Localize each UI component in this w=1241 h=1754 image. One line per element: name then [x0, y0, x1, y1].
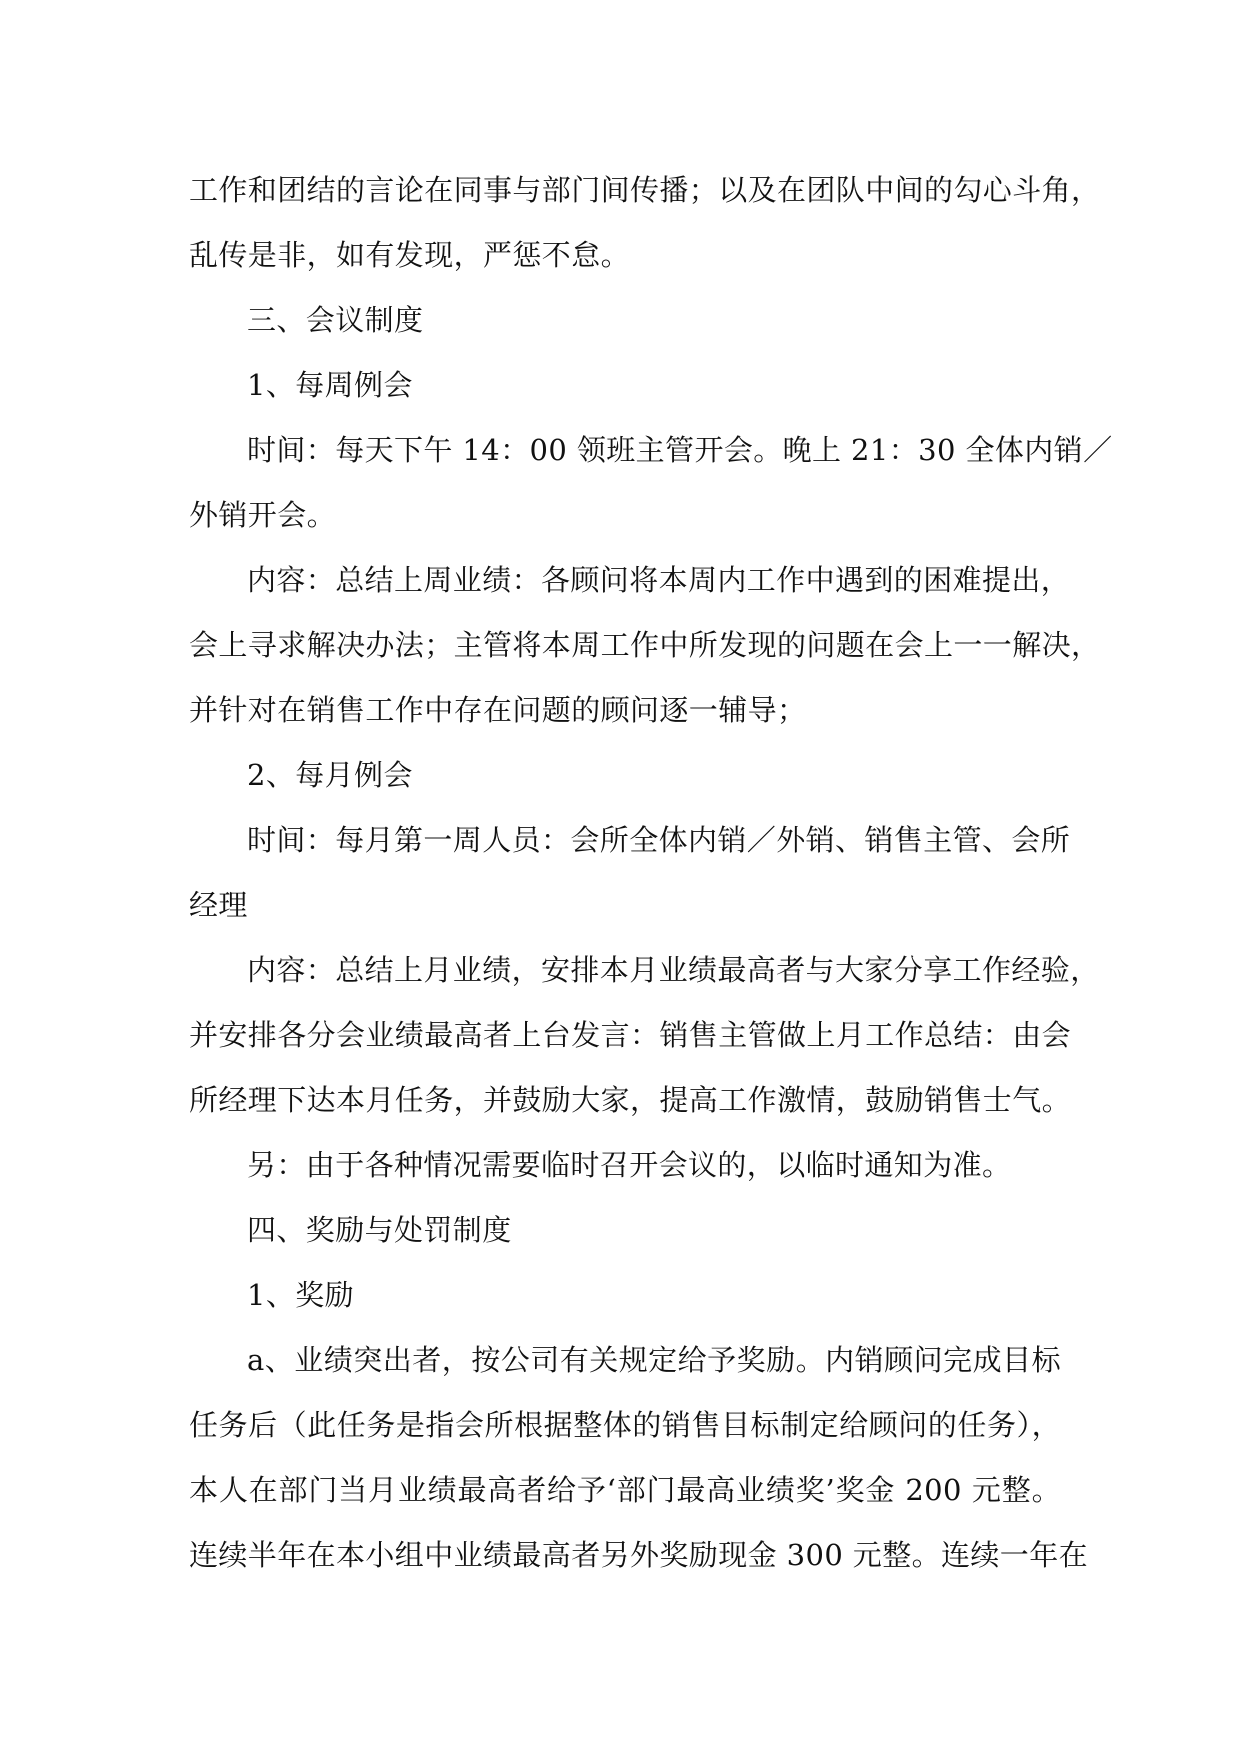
- paragraph-line: 并安排各分会业绩最高者上台发言：销售主管做上月工作总结：由会: [189, 1018, 1072, 1052]
- paragraph-line: 内容：总结上周业绩：各顾问将本周内工作中遇到的困难提出，: [247, 563, 1071, 597]
- paragraph-line: 内容：总结上月业绩，安排本月业绩最高者与大家分享工作经验，: [247, 953, 1100, 987]
- paragraph-line: 外销开会。: [189, 498, 337, 532]
- section-heading: 三、会议制度: [247, 303, 424, 337]
- paragraph-line: 所经理下达本月任务，并鼓励大家，提高工作激情，鼓励销售士气。: [189, 1083, 1072, 1117]
- paragraph-line: 经理: [189, 888, 248, 922]
- paragraph-line: 本人在部门当月业绩最高者给予‘部门最高业绩奖’奖金 200 元整。: [189, 1473, 1061, 1507]
- paragraph-line: 另：由于各种情况需要临时召开会议的，以临时通知为准。: [247, 1148, 1012, 1182]
- document-body: [189, 158, 1113, 1588]
- paragraph-line: 会上寻求解决办法；主管将本周工作中所发现的问题在会上一一解决，: [189, 628, 1101, 662]
- paragraph-line: a、业绩突出者，按公司有关规定给予奖励。内销顾问完成目标: [247, 1343, 1061, 1377]
- paragraph-line: 工作和团结的言论在同事与部门间传播；以及在团队中间的勾心斗角，: [189, 173, 1101, 207]
- paragraph-line: 并针对在销售工作中存在问题的顾问逐一辅导；: [189, 693, 807, 727]
- paragraph-line: 任务后（此任务是指会所根据整体的销售目标制定给顾问的任务），: [189, 1408, 1061, 1442]
- subsection-heading: 1、每周例会: [247, 368, 413, 402]
- paragraph-line: 时间：每天下午 14：00 领班主管开会。晚上 21：30 全体内销／: [247, 433, 1113, 467]
- section-heading: 四、奖励与处罚制度: [247, 1213, 512, 1247]
- subsection-heading: 1、奖励: [247, 1278, 355, 1312]
- subsection-heading: 2、每月例会: [247, 758, 413, 792]
- paragraph-line: 乱传是非，如有发现，严惩不怠。: [189, 238, 631, 272]
- paragraph-line: 连续半年在本小组中业绩最高者另外奖励现金 300 元整。连续一年在: [189, 1538, 1088, 1572]
- paragraph-line: 时间：每月第一周人员：会所全体内销／外销、销售主管、会所: [247, 823, 1071, 857]
